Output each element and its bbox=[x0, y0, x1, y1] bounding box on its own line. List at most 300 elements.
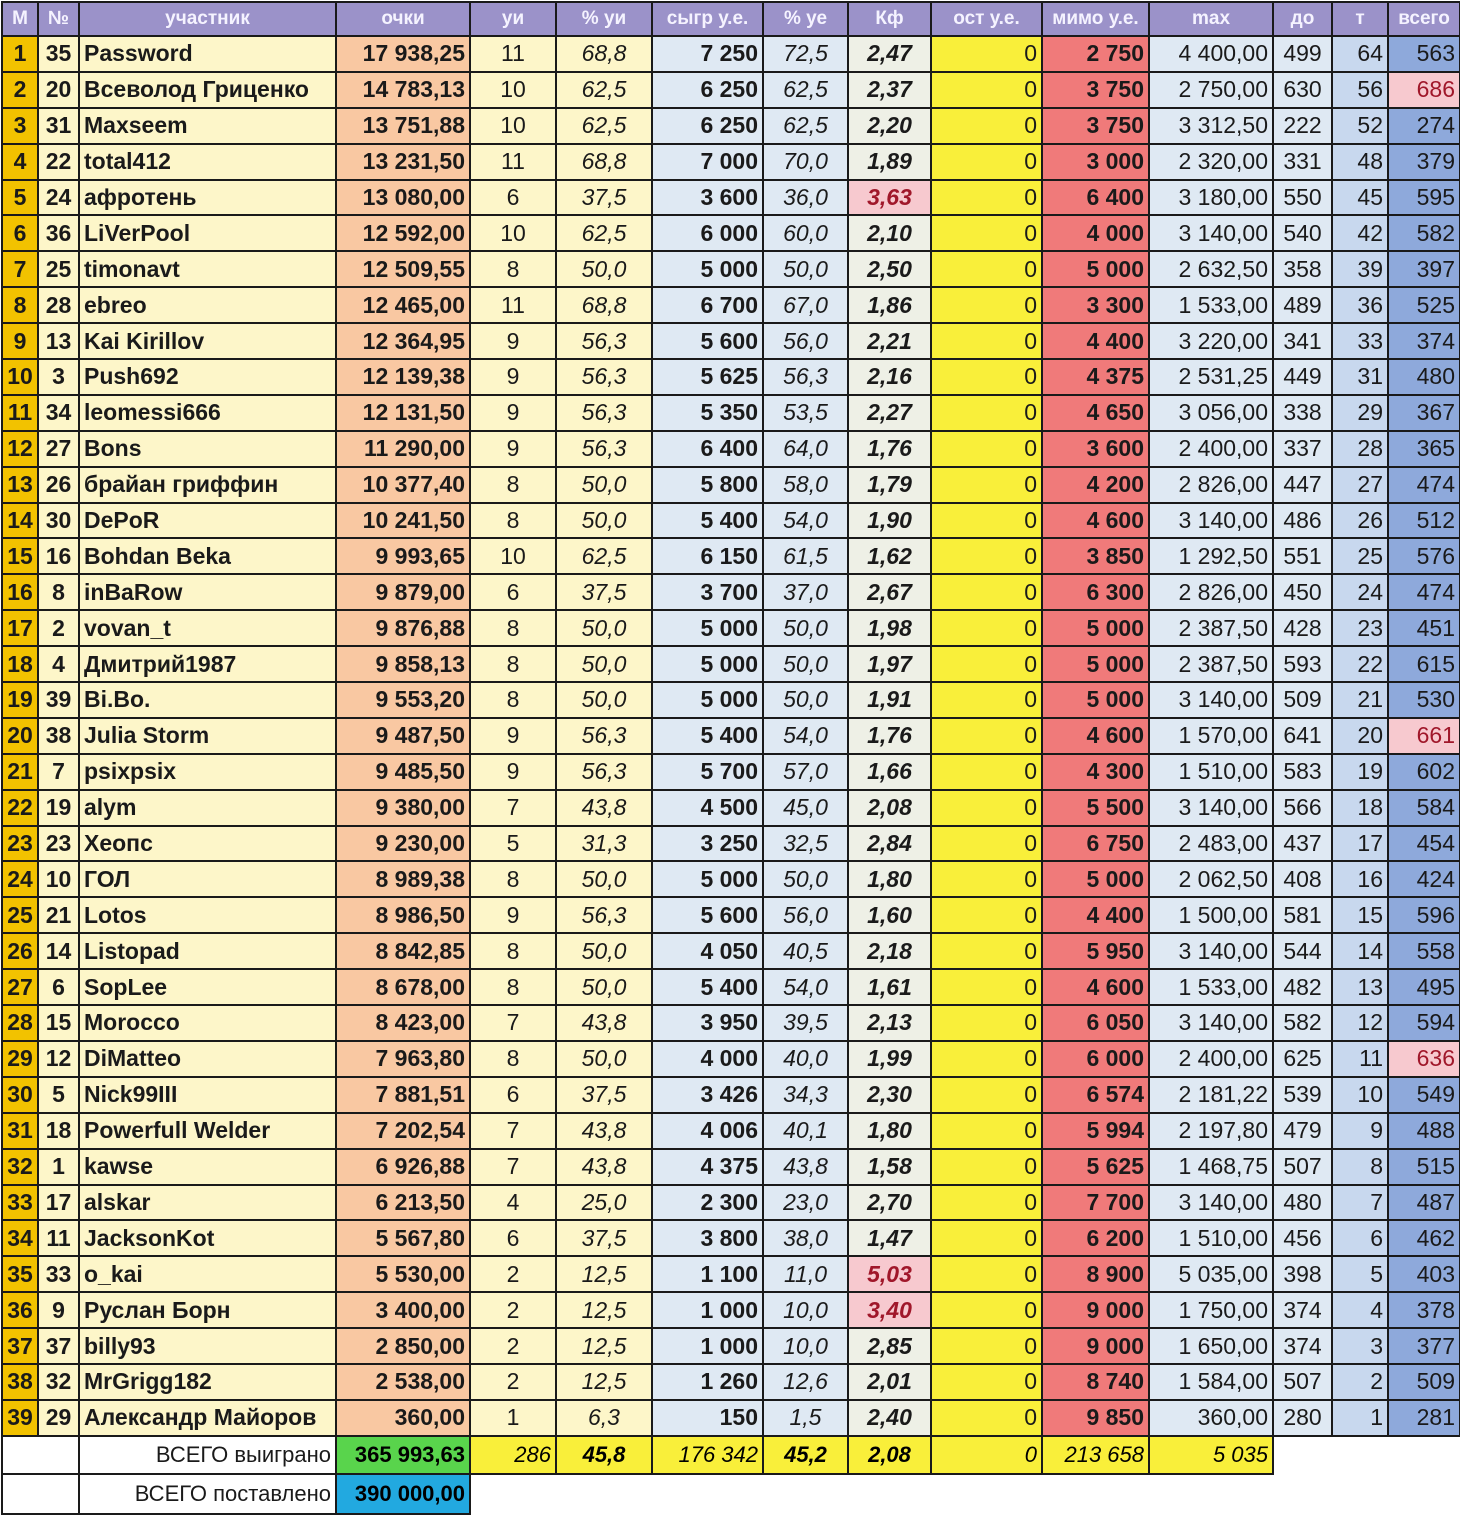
cell-t[interactable]: 52 bbox=[1332, 108, 1388, 144]
summary-won-remaining[interactable]: 0 bbox=[931, 1436, 1042, 1474]
cell-number[interactable]: 11 bbox=[38, 1220, 79, 1256]
cell-missed[interactable]: 4 400 bbox=[1042, 897, 1149, 933]
cell-points[interactable]: 9 487,50 bbox=[336, 718, 470, 754]
cell-pct-played[interactable]: 50,0 bbox=[763, 861, 848, 897]
cell-missed[interactable]: 5 000 bbox=[1042, 861, 1149, 897]
cell-max[interactable]: 3 140,00 bbox=[1149, 682, 1273, 718]
cell-max[interactable]: 1 570,00 bbox=[1149, 718, 1273, 754]
cell-do[interactable]: 482 bbox=[1273, 969, 1332, 1005]
cell-pct-wins[interactable]: 56,3 bbox=[556, 718, 652, 754]
cell-kf[interactable]: 2,30 bbox=[848, 1077, 931, 1113]
cell-pct-played[interactable]: 56,0 bbox=[763, 897, 848, 933]
cell-place[interactable]: 32 bbox=[2, 1149, 38, 1185]
cell-number[interactable]: 23 bbox=[38, 826, 79, 862]
cell-played[interactable]: 1 100 bbox=[652, 1256, 763, 1292]
cell-do[interactable]: 450 bbox=[1273, 574, 1332, 610]
cell-pct-played[interactable]: 50,0 bbox=[763, 251, 848, 287]
cell-pct-played[interactable]: 23,0 bbox=[763, 1185, 848, 1221]
cell-number[interactable]: 31 bbox=[38, 108, 79, 144]
cell-remaining[interactable]: 0 bbox=[931, 1256, 1042, 1292]
cell-kf[interactable]: 5,03 bbox=[848, 1256, 931, 1292]
cell-max[interactable]: 2 387,50 bbox=[1149, 646, 1273, 682]
cell-t[interactable]: 12 bbox=[1332, 1005, 1388, 1041]
cell-wins[interactable]: 6 bbox=[470, 574, 556, 610]
cell-remaining[interactable]: 0 bbox=[931, 251, 1042, 287]
cell-pct-played[interactable]: 67,0 bbox=[763, 287, 848, 323]
cell-max[interactable]: 1 750,00 bbox=[1149, 1292, 1273, 1328]
cell-pct-wins[interactable]: 37,5 bbox=[556, 180, 652, 216]
cell-points[interactable]: 13 080,00 bbox=[336, 180, 470, 216]
cell-total[interactable]: 379 bbox=[1388, 144, 1460, 180]
cell-number[interactable]: 12 bbox=[38, 1041, 79, 1077]
cell-pct-wins[interactable]: 50,0 bbox=[556, 1041, 652, 1077]
cell-played[interactable]: 1 260 bbox=[652, 1364, 763, 1400]
cell-remaining[interactable]: 0 bbox=[931, 718, 1042, 754]
cell-max[interactable]: 3 140,00 bbox=[1149, 1185, 1273, 1221]
cell-place[interactable]: 39 bbox=[2, 1400, 38, 1436]
cell-pct-played[interactable]: 32,5 bbox=[763, 826, 848, 862]
cell-pct-wins[interactable]: 56,3 bbox=[556, 323, 652, 359]
cell-played[interactable]: 3 700 bbox=[652, 574, 763, 610]
cell-do[interactable]: 566 bbox=[1273, 790, 1332, 826]
cell-do[interactable]: 437 bbox=[1273, 826, 1332, 862]
cell-points[interactable]: 9 993,65 bbox=[336, 538, 470, 574]
cell-missed[interactable]: 8 900 bbox=[1042, 1256, 1149, 1292]
cell-do[interactable]: 398 bbox=[1273, 1256, 1332, 1292]
cell-place[interactable]: 1 bbox=[2, 36, 38, 72]
cell-pct-wins[interactable]: 50,0 bbox=[556, 682, 652, 718]
header-remaining[interactable]: ост у.е. bbox=[931, 2, 1042, 36]
cell-max[interactable]: 1 500,00 bbox=[1149, 897, 1273, 933]
cell-points[interactable]: 8 678,00 bbox=[336, 969, 470, 1005]
cell-t[interactable]: 18 bbox=[1332, 790, 1388, 826]
cell-kf[interactable]: 2,37 bbox=[848, 72, 931, 108]
cell-place[interactable]: 28 bbox=[2, 1005, 38, 1041]
cell-place[interactable]: 9 bbox=[2, 323, 38, 359]
cell-t[interactable]: 14 bbox=[1332, 933, 1388, 969]
cell-pct-wins[interactable]: 62,5 bbox=[556, 72, 652, 108]
header-points[interactable]: очки bbox=[336, 2, 470, 36]
cell-participant[interactable]: Maxseem bbox=[79, 108, 336, 144]
cell-total[interactable]: 576 bbox=[1388, 538, 1460, 574]
cell-kf[interactable]: 1,97 bbox=[848, 646, 931, 682]
cell-place[interactable]: 38 bbox=[2, 1364, 38, 1400]
summary-won-kf[interactable]: 2,08 bbox=[848, 1436, 931, 1474]
cell-participant[interactable]: billy93 bbox=[79, 1328, 336, 1364]
cell-missed[interactable]: 5 000 bbox=[1042, 610, 1149, 646]
cell-total[interactable]: 594 bbox=[1388, 1005, 1460, 1041]
cell-missed[interactable]: 6 574 bbox=[1042, 1077, 1149, 1113]
cell-wins[interactable]: 5 bbox=[470, 826, 556, 862]
cell-wins[interactable]: 6 bbox=[470, 1077, 556, 1113]
cell-total[interactable]: 274 bbox=[1388, 108, 1460, 144]
cell-do[interactable]: 509 bbox=[1273, 682, 1332, 718]
cell-remaining[interactable]: 0 bbox=[931, 431, 1042, 467]
cell-points[interactable]: 13 231,50 bbox=[336, 144, 470, 180]
cell-pct-wins[interactable]: 68,8 bbox=[556, 144, 652, 180]
cell-kf[interactable]: 2,27 bbox=[848, 395, 931, 431]
cell-missed[interactable]: 5 000 bbox=[1042, 682, 1149, 718]
cell-t[interactable]: 25 bbox=[1332, 538, 1388, 574]
cell-kf[interactable]: 1,60 bbox=[848, 897, 931, 933]
cell-participant[interactable]: o_kai bbox=[79, 1256, 336, 1292]
cell-t[interactable]: 27 bbox=[1332, 467, 1388, 503]
summary-won-pct-wins[interactable]: 45,8 bbox=[556, 1436, 652, 1474]
cell-max[interactable]: 2 400,00 bbox=[1149, 431, 1273, 467]
cell-t[interactable]: 5 bbox=[1332, 1256, 1388, 1292]
cell-max[interactable]: 1 584,00 bbox=[1149, 1364, 1273, 1400]
cell-points[interactable]: 7 202,54 bbox=[336, 1113, 470, 1149]
cell-pct-wins[interactable]: 50,0 bbox=[556, 861, 652, 897]
cell-missed[interactable]: 4 600 bbox=[1042, 503, 1149, 539]
cell-pct-played[interactable]: 34,3 bbox=[763, 1077, 848, 1113]
cell-place[interactable]: 18 bbox=[2, 646, 38, 682]
cell-wins[interactable]: 10 bbox=[470, 72, 556, 108]
cell-participant[interactable]: total412 bbox=[79, 144, 336, 180]
cell-remaining[interactable]: 0 bbox=[931, 72, 1042, 108]
cell-number[interactable]: 25 bbox=[38, 251, 79, 287]
cell-participant[interactable]: LiVerPool bbox=[79, 215, 336, 251]
cell-points[interactable]: 11 290,00 bbox=[336, 431, 470, 467]
cell-participant[interactable]: psixpsix bbox=[79, 754, 336, 790]
cell-pct-wins[interactable]: 50,0 bbox=[556, 610, 652, 646]
cell-kf[interactable]: 2,18 bbox=[848, 933, 931, 969]
cell-points[interactable]: 12 139,38 bbox=[336, 359, 470, 395]
cell-played[interactable]: 1 000 bbox=[652, 1292, 763, 1328]
cell-points[interactable]: 6 926,88 bbox=[336, 1149, 470, 1185]
cell-kf[interactable]: 2,16 bbox=[848, 359, 931, 395]
cell-kf[interactable]: 1,79 bbox=[848, 467, 931, 503]
cell-number[interactable]: 39 bbox=[38, 682, 79, 718]
cell-total[interactable]: 661 bbox=[1388, 718, 1460, 754]
cell-max[interactable]: 2 320,00 bbox=[1149, 144, 1273, 180]
cell-participant[interactable]: Julia Storm bbox=[79, 718, 336, 754]
cell-missed[interactable]: 6 200 bbox=[1042, 1220, 1149, 1256]
cell-do[interactable]: 544 bbox=[1273, 933, 1332, 969]
cell-wins[interactable]: 2 bbox=[470, 1256, 556, 1292]
cell-t[interactable]: 7 bbox=[1332, 1185, 1388, 1221]
cell-participant[interactable]: Password bbox=[79, 36, 336, 72]
cell-max[interactable]: 2 826,00 bbox=[1149, 574, 1273, 610]
cell-points[interactable]: 9 858,13 bbox=[336, 646, 470, 682]
cell-pct-wins[interactable]: 43,8 bbox=[556, 1005, 652, 1041]
cell-participant[interactable]: leomessi666 bbox=[79, 395, 336, 431]
cell-pct-played[interactable]: 54,0 bbox=[763, 718, 848, 754]
cell-played[interactable]: 3 426 bbox=[652, 1077, 763, 1113]
cell-participant[interactable]: alym bbox=[79, 790, 336, 826]
cell-missed[interactable]: 3 750 bbox=[1042, 108, 1149, 144]
cell-pct-wins[interactable]: 68,8 bbox=[556, 36, 652, 72]
cell-place[interactable]: 21 bbox=[2, 754, 38, 790]
cell-missed[interactable]: 9 000 bbox=[1042, 1328, 1149, 1364]
cell-points[interactable]: 12 131,50 bbox=[336, 395, 470, 431]
cell-points[interactable]: 12 465,00 bbox=[336, 287, 470, 323]
cell-missed[interactable]: 4 600 bbox=[1042, 969, 1149, 1005]
cell-participant[interactable]: MrGrigg182 bbox=[79, 1364, 336, 1400]
cell-pct-played[interactable]: 37,0 bbox=[763, 574, 848, 610]
cell-remaining[interactable]: 0 bbox=[931, 574, 1042, 610]
cell-do[interactable]: 222 bbox=[1273, 108, 1332, 144]
cell-do[interactable]: 341 bbox=[1273, 323, 1332, 359]
cell-number[interactable]: 20 bbox=[38, 72, 79, 108]
cell-do[interactable]: 507 bbox=[1273, 1149, 1332, 1185]
cell-total[interactable]: 563 bbox=[1388, 36, 1460, 72]
cell-played[interactable]: 7 250 bbox=[652, 36, 763, 72]
header-t[interactable]: т bbox=[1332, 2, 1388, 36]
cell-remaining[interactable]: 0 bbox=[931, 969, 1042, 1005]
cell-total[interactable]: 474 bbox=[1388, 574, 1460, 610]
cell-missed[interactable]: 4 650 bbox=[1042, 395, 1149, 431]
cell-wins[interactable]: 9 bbox=[470, 897, 556, 933]
cell-do[interactable]: 358 bbox=[1273, 251, 1332, 287]
cell-t[interactable]: 36 bbox=[1332, 287, 1388, 323]
cell-remaining[interactable]: 0 bbox=[931, 1364, 1042, 1400]
cell-do[interactable]: 479 bbox=[1273, 1113, 1332, 1149]
cell-do[interactable]: 539 bbox=[1273, 1077, 1332, 1113]
cell-number[interactable]: 28 bbox=[38, 287, 79, 323]
cell-total[interactable]: 525 bbox=[1388, 287, 1460, 323]
cell-max[interactable]: 3 220,00 bbox=[1149, 323, 1273, 359]
cell-points[interactable]: 10 377,40 bbox=[336, 467, 470, 503]
cell-missed[interactable]: 6 300 bbox=[1042, 574, 1149, 610]
cell-participant[interactable]: Bi.Bo. bbox=[79, 682, 336, 718]
cell-do[interactable]: 551 bbox=[1273, 538, 1332, 574]
summary-won-points[interactable]: 365 993,63 bbox=[336, 1436, 470, 1474]
cell-participant[interactable]: Lotos bbox=[79, 897, 336, 933]
cell-missed[interactable]: 4 300 bbox=[1042, 754, 1149, 790]
cell-played[interactable]: 5 400 bbox=[652, 969, 763, 1005]
cell-points[interactable]: 360,00 bbox=[336, 1400, 470, 1436]
cell-t[interactable]: 22 bbox=[1332, 646, 1388, 682]
cell-remaining[interactable]: 0 bbox=[931, 144, 1042, 180]
cell-number[interactable]: 29 bbox=[38, 1400, 79, 1436]
cell-remaining[interactable]: 0 bbox=[931, 682, 1042, 718]
header-total[interactable]: всего bbox=[1388, 2, 1460, 36]
cell-remaining[interactable]: 0 bbox=[931, 1220, 1042, 1256]
cell-remaining[interactable]: 0 bbox=[931, 1041, 1042, 1077]
cell-max[interactable]: 2 400,00 bbox=[1149, 1041, 1273, 1077]
cell-t[interactable]: 16 bbox=[1332, 861, 1388, 897]
cell-t[interactable]: 3 bbox=[1332, 1328, 1388, 1364]
cell-remaining[interactable]: 0 bbox=[931, 215, 1042, 251]
cell-number[interactable]: 15 bbox=[38, 1005, 79, 1041]
cell-total[interactable]: 451 bbox=[1388, 610, 1460, 646]
cell-remaining[interactable]: 0 bbox=[931, 538, 1042, 574]
cell-kf[interactable]: 2,13 bbox=[848, 1005, 931, 1041]
cell-points[interactable]: 12 592,00 bbox=[336, 215, 470, 251]
cell-place[interactable]: 4 bbox=[2, 144, 38, 180]
cell-participant[interactable]: Powerfull Welder bbox=[79, 1113, 336, 1149]
cell-participant[interactable]: Bons bbox=[79, 431, 336, 467]
cell-remaining[interactable]: 0 bbox=[931, 1328, 1042, 1364]
cell-max[interactable]: 3 140,00 bbox=[1149, 1005, 1273, 1041]
cell-number[interactable]: 2 bbox=[38, 610, 79, 646]
cell-played[interactable]: 1 000 bbox=[652, 1328, 763, 1364]
cell-pct-played[interactable]: 50,0 bbox=[763, 610, 848, 646]
cell-pct-played[interactable]: 56,3 bbox=[763, 359, 848, 395]
cell-total[interactable]: 515 bbox=[1388, 1149, 1460, 1185]
cell-remaining[interactable]: 0 bbox=[931, 395, 1042, 431]
cell-remaining[interactable]: 0 bbox=[931, 861, 1042, 897]
cell-points[interactable]: 17 938,25 bbox=[336, 36, 470, 72]
cell-number[interactable]: 36 bbox=[38, 215, 79, 251]
cell-participant[interactable]: Listopad bbox=[79, 933, 336, 969]
cell-number[interactable]: 24 bbox=[38, 180, 79, 216]
cell-total[interactable]: 596 bbox=[1388, 897, 1460, 933]
cell-missed[interactable]: 3 300 bbox=[1042, 287, 1149, 323]
cell-total[interactable]: 487 bbox=[1388, 1185, 1460, 1221]
cell-pct-played[interactable]: 50,0 bbox=[763, 682, 848, 718]
cell-place[interactable]: 8 bbox=[2, 287, 38, 323]
cell-do[interactable]: 374 bbox=[1273, 1292, 1332, 1328]
cell-missed[interactable]: 8 740 bbox=[1042, 1364, 1149, 1400]
cell-missed[interactable]: 2 750 bbox=[1042, 36, 1149, 72]
cell-place[interactable]: 16 bbox=[2, 574, 38, 610]
cell-place[interactable]: 6 bbox=[2, 215, 38, 251]
cell-total[interactable]: 615 bbox=[1388, 646, 1460, 682]
cell-wins[interactable]: 10 bbox=[470, 215, 556, 251]
cell-played[interactable]: 4 000 bbox=[652, 1041, 763, 1077]
cell-place[interactable]: 35 bbox=[2, 1256, 38, 1292]
cell-played[interactable]: 5 350 bbox=[652, 395, 763, 431]
cell-played[interactable]: 6 000 bbox=[652, 215, 763, 251]
cell-t[interactable]: 31 bbox=[1332, 359, 1388, 395]
cell-t[interactable]: 11 bbox=[1332, 1041, 1388, 1077]
cell-wins[interactable]: 7 bbox=[470, 1113, 556, 1149]
cell-pct-wins[interactable]: 56,3 bbox=[556, 431, 652, 467]
cell-total[interactable]: 582 bbox=[1388, 215, 1460, 251]
cell-place[interactable]: 27 bbox=[2, 969, 38, 1005]
cell-pct-wins[interactable]: 25,0 bbox=[556, 1185, 652, 1221]
cell-t[interactable]: 24 bbox=[1332, 574, 1388, 610]
cell-wins[interactable]: 10 bbox=[470, 538, 556, 574]
cell-t[interactable]: 23 bbox=[1332, 610, 1388, 646]
cell-played[interactable]: 5 600 bbox=[652, 897, 763, 933]
cell-wins[interactable]: 11 bbox=[470, 144, 556, 180]
cell-played[interactable]: 2 300 bbox=[652, 1185, 763, 1221]
cell-pct-wins[interactable]: 50,0 bbox=[556, 933, 652, 969]
cell-do[interactable]: 447 bbox=[1273, 467, 1332, 503]
cell-number[interactable]: 17 bbox=[38, 1185, 79, 1221]
cell-number[interactable]: 27 bbox=[38, 431, 79, 467]
cell-max[interactable]: 3 056,00 bbox=[1149, 395, 1273, 431]
cell-played[interactable]: 3 950 bbox=[652, 1005, 763, 1041]
cell-remaining[interactable]: 0 bbox=[931, 287, 1042, 323]
cell-do[interactable]: 581 bbox=[1273, 897, 1332, 933]
cell-max[interactable]: 1 650,00 bbox=[1149, 1328, 1273, 1364]
cell-max[interactable]: 3 140,00 bbox=[1149, 503, 1273, 539]
cell-points[interactable]: 14 783,13 bbox=[336, 72, 470, 108]
cell-t[interactable]: 64 bbox=[1332, 36, 1388, 72]
cell-kf[interactable]: 3,40 bbox=[848, 1292, 931, 1328]
header-num[interactable]: № bbox=[38, 2, 79, 36]
cell-participant[interactable]: Morocco bbox=[79, 1005, 336, 1041]
cell-wins[interactable]: 6 bbox=[470, 1220, 556, 1256]
cell-pct-played[interactable]: 12,6 bbox=[763, 1364, 848, 1400]
cell-total[interactable]: 686 bbox=[1388, 72, 1460, 108]
cell-wins[interactable]: 7 bbox=[470, 1005, 556, 1041]
cell-max[interactable]: 2 826,00 bbox=[1149, 467, 1273, 503]
cell-place[interactable]: 30 bbox=[2, 1077, 38, 1113]
cell-t[interactable]: 2 bbox=[1332, 1364, 1388, 1400]
cell-place[interactable]: 17 bbox=[2, 610, 38, 646]
cell-place[interactable]: 33 bbox=[2, 1185, 38, 1221]
cell-place[interactable]: 22 bbox=[2, 790, 38, 826]
header-do[interactable]: до bbox=[1273, 2, 1332, 36]
cell-total[interactable]: 403 bbox=[1388, 1256, 1460, 1292]
cell-kf[interactable]: 1,80 bbox=[848, 1113, 931, 1149]
cell-kf[interactable]: 1,66 bbox=[848, 754, 931, 790]
header-played[interactable]: сыгр у.е. bbox=[652, 2, 763, 36]
cell-total[interactable]: 474 bbox=[1388, 467, 1460, 503]
cell-kf[interactable]: 1,99 bbox=[848, 1041, 931, 1077]
cell-pct-wins[interactable]: 56,3 bbox=[556, 359, 652, 395]
summary-won-played[interactable]: 176 342 bbox=[652, 1436, 763, 1474]
cell-t[interactable]: 17 bbox=[1332, 826, 1388, 862]
cell-missed[interactable]: 4 600 bbox=[1042, 718, 1149, 754]
header-wins[interactable]: уи bbox=[470, 2, 556, 36]
cell-pct-wins[interactable]: 43,8 bbox=[556, 1113, 652, 1149]
cell-max[interactable]: 2 632,50 bbox=[1149, 251, 1273, 287]
cell-pct-wins[interactable]: 43,8 bbox=[556, 1149, 652, 1185]
cell-participant[interactable]: kawse bbox=[79, 1149, 336, 1185]
cell-points[interactable]: 8 989,38 bbox=[336, 861, 470, 897]
cell-remaining[interactable]: 0 bbox=[931, 180, 1042, 216]
cell-number[interactable]: 34 bbox=[38, 395, 79, 431]
cell-points[interactable]: 5 567,80 bbox=[336, 1220, 470, 1256]
cell-pct-played[interactable]: 11,0 bbox=[763, 1256, 848, 1292]
cell-kf[interactable]: 2,50 bbox=[848, 251, 931, 287]
cell-played[interactable]: 5 600 bbox=[652, 323, 763, 359]
cell-number[interactable]: 6 bbox=[38, 969, 79, 1005]
cell-played[interactable]: 5 000 bbox=[652, 861, 763, 897]
cell-t[interactable]: 29 bbox=[1332, 395, 1388, 431]
cell-wins[interactable]: 9 bbox=[470, 718, 556, 754]
cell-missed[interactable]: 3 750 bbox=[1042, 72, 1149, 108]
cell-points[interactable]: 9 380,00 bbox=[336, 790, 470, 826]
header-pct-played[interactable]: % уе bbox=[763, 2, 848, 36]
cell-max[interactable]: 5 035,00 bbox=[1149, 1256, 1273, 1292]
cell-participant[interactable]: DiMatteo bbox=[79, 1041, 336, 1077]
cell-wins[interactable]: 10 bbox=[470, 108, 556, 144]
cell-total[interactable]: 378 bbox=[1388, 1292, 1460, 1328]
cell-participant[interactable]: Kai Kirillov bbox=[79, 323, 336, 359]
cell-do[interactable]: 507 bbox=[1273, 1364, 1332, 1400]
cell-place[interactable]: 15 bbox=[2, 538, 38, 574]
cell-remaining[interactable]: 0 bbox=[931, 1185, 1042, 1221]
cell-points[interactable]: 3 400,00 bbox=[336, 1292, 470, 1328]
cell-played[interactable]: 4 500 bbox=[652, 790, 763, 826]
cell-do[interactable]: 489 bbox=[1273, 287, 1332, 323]
cell-max[interactable]: 2 387,50 bbox=[1149, 610, 1273, 646]
header-pct-wins[interactable]: % уи bbox=[556, 2, 652, 36]
cell-played[interactable]: 5 400 bbox=[652, 718, 763, 754]
cell-wins[interactable]: 8 bbox=[470, 969, 556, 1005]
cell-do[interactable]: 583 bbox=[1273, 754, 1332, 790]
cell-pct-wins[interactable]: 50,0 bbox=[556, 251, 652, 287]
cell-wins[interactable]: 8 bbox=[470, 682, 556, 718]
cell-played[interactable]: 4 375 bbox=[652, 1149, 763, 1185]
cell-place[interactable]: 11 bbox=[2, 395, 38, 431]
cell-wins[interactable]: 2 bbox=[470, 1364, 556, 1400]
cell-number[interactable]: 10 bbox=[38, 861, 79, 897]
cell-number[interactable]: 33 bbox=[38, 1256, 79, 1292]
cell-t[interactable]: 1 bbox=[1332, 1400, 1388, 1436]
cell-max[interactable]: 2 750,00 bbox=[1149, 72, 1273, 108]
cell-pct-played[interactable]: 36,0 bbox=[763, 180, 848, 216]
cell-number[interactable]: 32 bbox=[38, 1364, 79, 1400]
cell-remaining[interactable]: 0 bbox=[931, 359, 1042, 395]
